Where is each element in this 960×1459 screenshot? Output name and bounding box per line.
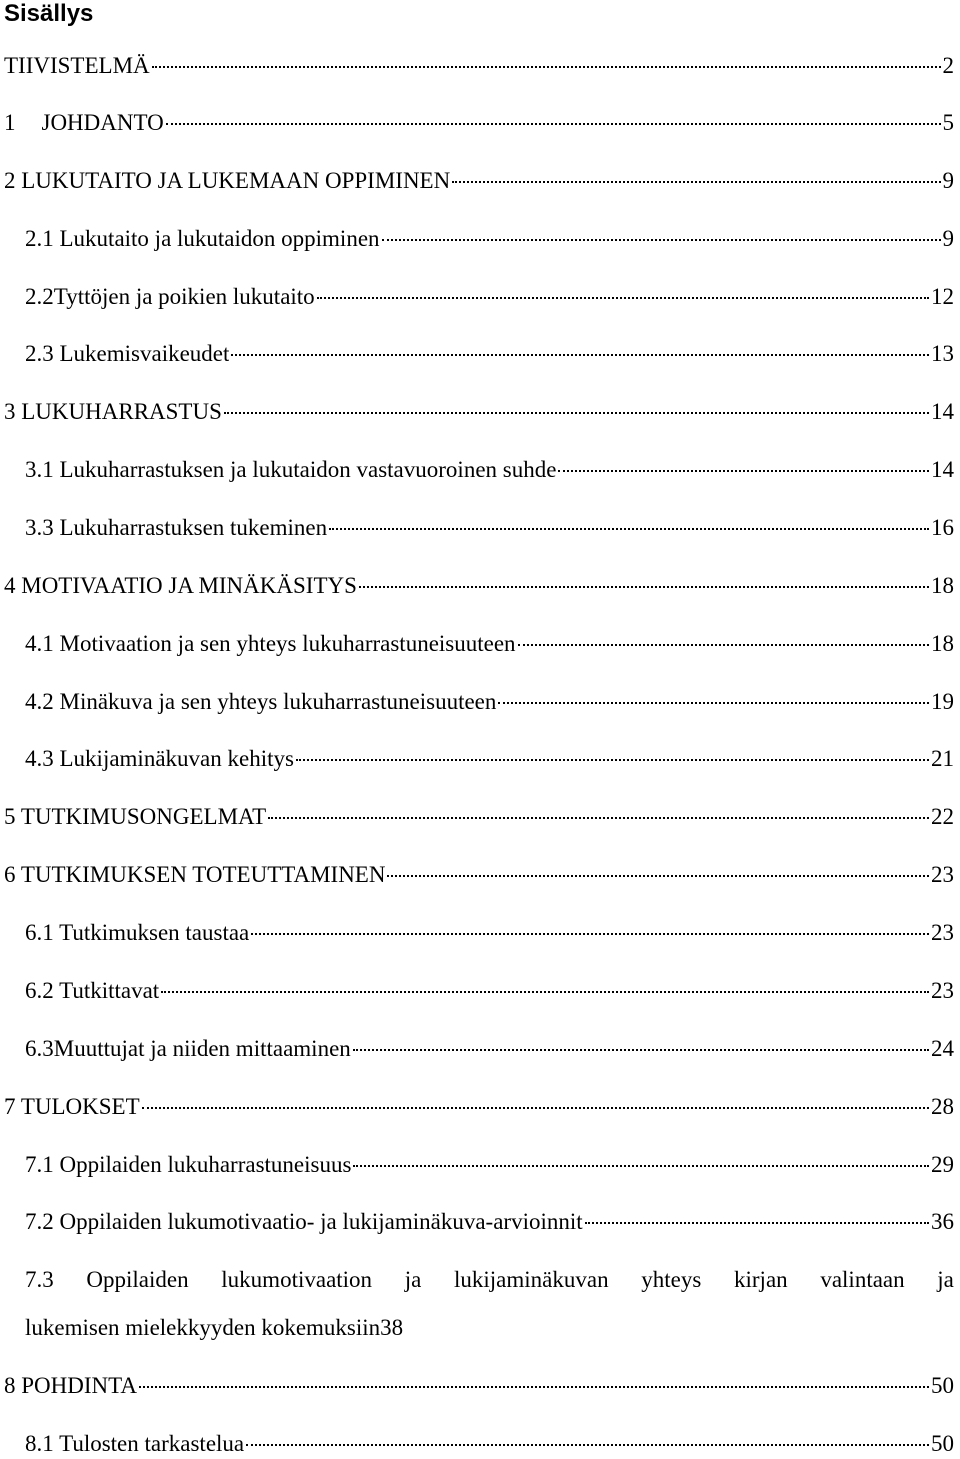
toc-word: yhteys (641, 1267, 702, 1292)
toc-entry-page: 29 (931, 1152, 954, 1177)
dot-leader (452, 181, 940, 183)
toc-entry-3[interactable] (4, 397, 954, 427)
dot-leader (251, 933, 929, 935)
dot-leader (498, 702, 929, 704)
toc-entry-page: 2 (942, 53, 954, 78)
toc-entry-title: 3.3 Lukuharrastuksen tukeminen (25, 515, 328, 540)
dot-leader (353, 1049, 929, 1051)
dot-leader (382, 239, 941, 241)
toc-entry-5[interactable] (4, 802, 954, 832)
toc-entry-2-2[interactable] (25, 282, 954, 312)
toc-entry-7-2[interactable] (25, 1207, 954, 1237)
toc-entry-title: 2.1 Lukutaito ja lukutaidon oppiminen (25, 226, 380, 251)
toc-entry-8-1[interactable] (25, 1429, 954, 1459)
toc-entry-title: 8.1 Tulosten tarkastelua (25, 1431, 245, 1456)
toc-entry-page: 38 (380, 1315, 404, 1340)
toc-entry-title: 3 LUKUHARRASTUS (4, 399, 222, 424)
dot-leader (161, 991, 929, 993)
dot-leader (152, 66, 941, 68)
toc-entry-title: TIIVISTELMÄ (4, 53, 150, 78)
dot-leader (142, 1107, 929, 1109)
toc-word: 7.3 (25, 1267, 54, 1292)
toc-word: ja (404, 1267, 422, 1292)
toc-entry-4-3[interactable] (25, 744, 954, 774)
toc-entry-6-1[interactable] (25, 918, 954, 948)
dot-leader (359, 586, 929, 588)
toc-word: lukijaminäkuvan (454, 1267, 609, 1292)
toc-entry-2[interactable] (4, 166, 954, 196)
toc-entry-page: 24 (931, 1036, 954, 1061)
toc-entry-title: 5 TUTKIMUSONGELMAT (4, 804, 267, 829)
toc-word: ja (937, 1267, 954, 1292)
toc-entry-tiivistelma[interactable] (4, 51, 954, 81)
toc-entry-7[interactable] (4, 1092, 954, 1122)
toc-heading: Sisällys (4, 0, 94, 27)
toc-word: kirjan (734, 1267, 788, 1292)
dot-leader (268, 817, 929, 819)
dot-leader (139, 1386, 929, 1388)
dot-leader (387, 875, 929, 877)
toc-entry-4-2[interactable] (25, 687, 954, 717)
dot-leader (231, 354, 929, 356)
toc-entry-4[interactable] (4, 571, 954, 601)
toc-entry-title: 4.2 Minäkuva ja sen yhteys lukuharrastuneisuuteen (25, 689, 497, 714)
dot-leader (166, 123, 941, 125)
toc-entry-page: 13 (931, 341, 954, 366)
dot-leader (518, 644, 929, 646)
toc-entry-2-3[interactable] (25, 339, 954, 369)
toc-entry-page: 19 (931, 689, 954, 714)
toc-entry-number: 1 (4, 110, 16, 135)
toc-entry-title-continuation: lukemisen mielekkyyden kokemuksiin (25, 1315, 381, 1340)
toc-entry-page: 23 (931, 862, 954, 887)
toc-entry-page: 22 (931, 804, 954, 829)
toc-entry-continuation-line (25, 1313, 954, 1343)
toc-entry-page: 14 (931, 457, 954, 482)
toc-entry-title: 2.3 Lukemisvaikeudet (25, 341, 230, 366)
toc-entry-title: JOHDANTO (41, 110, 164, 135)
toc-entry-page: 23 (931, 978, 954, 1003)
toc-entry-page: 18 (931, 631, 954, 656)
toc-entry-7-3[interactable] (25, 1265, 954, 1343)
dot-leader (296, 759, 929, 761)
toc-entry-page: 50 (931, 1373, 954, 1398)
toc-entry-title: 4 MOTIVAATIO JA MINÄKÄSITYS (4, 573, 357, 598)
toc-entry-title: 4.3 Lukijaminäkuvan kehitys (25, 746, 294, 771)
toc-entry-title: 6.1 Tutkimuksen taustaa (25, 920, 250, 945)
toc-entry-8[interactable] (4, 1371, 954, 1401)
toc-entry-title: 8 POHDINTA (4, 1373, 137, 1398)
dot-leader (329, 528, 929, 530)
toc-entry-page: 16 (931, 515, 954, 540)
toc-entry-page: 36 (931, 1209, 954, 1234)
toc-entry-title: 2 LUKUTAITO JA LUKEMAAN OPPIMINEN (4, 168, 451, 193)
toc-word: valintaan (820, 1267, 905, 1292)
toc-entry-page: 9 (942, 168, 954, 193)
toc-entry-title: 7.1 Oppilaiden lukuharrastuneisuus (25, 1152, 352, 1177)
toc-entry-page: 14 (931, 399, 954, 424)
toc-entry-6-2[interactable] (25, 976, 954, 1006)
toc-entry-page: 9 (942, 226, 954, 251)
toc-entry-3-3[interactable] (25, 513, 954, 543)
toc-entry-page: 28 (931, 1094, 954, 1119)
toc-entry-page: 5 (942, 110, 954, 135)
dot-leader (317, 297, 929, 299)
toc-entry-7-1[interactable] (25, 1150, 954, 1180)
toc-entry-3-1[interactable] (25, 455, 954, 485)
toc-entry-title: 4.1 Motivaation ja sen yhteys lukuharrastuneisuuteen (25, 631, 516, 656)
toc-entry-4-1[interactable] (25, 629, 954, 659)
toc-entry-title: 6 TUTKIMUKSEN TOTEUTTAMINEN (4, 862, 386, 887)
toc-entry-6-3[interactable] (25, 1034, 954, 1064)
toc-entry-title: 7.2 Oppilaiden lukumotivaatio- ja lukijaminäkuva-arvioinnit (25, 1209, 583, 1234)
dot-leader (353, 1165, 929, 1167)
toc-word: Oppilaiden (86, 1267, 189, 1292)
toc-entry-justified-line (25, 1265, 954, 1295)
toc-entry-page: 12 (931, 284, 954, 309)
toc-entry-title: 3.1 Lukuharrastuksen ja lukutaidon vastavuoroinen suhde (25, 457, 557, 482)
toc-entry-6[interactable] (4, 860, 954, 890)
toc-entry-page: 50 (931, 1431, 954, 1456)
toc-entry-page: 23 (931, 920, 954, 945)
toc-entry-page: 18 (931, 573, 954, 598)
toc-entry-title: 7 TULOKSET (4, 1094, 140, 1119)
dot-leader (246, 1444, 929, 1446)
toc-word: lukumotivaation (221, 1267, 373, 1292)
toc-entry-page: 21 (931, 746, 954, 771)
toc-entry-title: 6.2 Tutkittavat (25, 978, 160, 1003)
toc-entry-2-1[interactable] (25, 224, 954, 254)
toc-entry-johdanto[interactable] (4, 108, 954, 138)
toc-entry-title: 6.3Muuttujat ja niiden mittaaminen (25, 1036, 351, 1061)
dot-leader (585, 1222, 929, 1224)
dot-leader (558, 470, 929, 472)
toc-entry-title: 2.2Tyttöjen ja poikien lukutaito (25, 284, 315, 309)
dot-leader (224, 412, 929, 414)
